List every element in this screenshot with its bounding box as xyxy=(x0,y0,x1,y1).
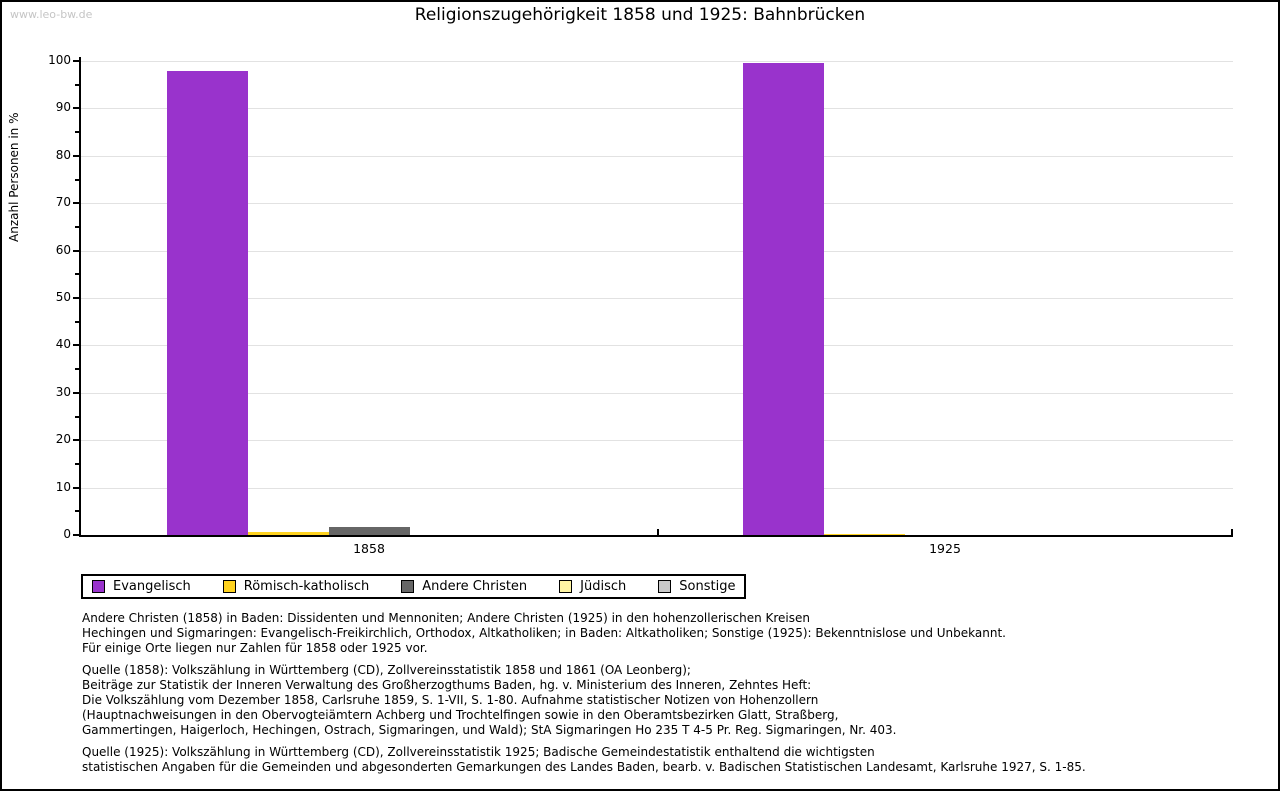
footnote-line: statistischen Angaben für die Gemeinden und abgesonderten Gemarkungen des Landes Baden, bearb. v. Badischen Statistischen Landesamt, Karlsruhe 1927, S. 1-85. xyxy=(82,760,1086,774)
footnotes xyxy=(82,611,1086,782)
gridline xyxy=(81,393,1233,394)
bar-roemisch-katholisch-1925 xyxy=(824,534,905,535)
y-tick-label: 80 xyxy=(55,147,71,162)
footnote-paragraph-3 xyxy=(82,745,1086,775)
legend-label: Andere Christen xyxy=(422,579,528,594)
x-axis-tick xyxy=(657,529,659,535)
gridline xyxy=(81,61,1233,62)
footnote-line: Für einige Orte liegen nur Zahlen für 1858 oder 1925 vor. xyxy=(82,641,428,655)
footnote-line: Quelle (1858): Volkszählung in Württemberg (CD), Zollvereinsstatistik 1858 und 1861 (OA Leonberg); xyxy=(82,663,691,677)
footnote-line: Quelle (1925): Volkszählung in Württemberg (CD), Zollvereinsstatistik 1925; Badische Gemeindestatistik enthaltend die wichtigsten xyxy=(82,745,875,759)
y-tick-label: 90 xyxy=(55,100,71,115)
gridline xyxy=(81,488,1233,489)
y-tick-label: 10 xyxy=(55,479,71,494)
x-axis-tick xyxy=(1231,529,1233,535)
legend xyxy=(81,574,746,599)
watermark: www.leo-bw.de xyxy=(10,8,93,21)
chart-title: Religionszugehörigkeit 1858 und 1925: Bahnbrücken xyxy=(414,5,866,25)
legend-label: Sonstige xyxy=(679,579,736,594)
y-tick-label: 40 xyxy=(55,337,71,352)
y-tick-label: 20 xyxy=(55,432,71,447)
bar-evangelisch-1925 xyxy=(743,63,824,535)
y-tick-label: 100 xyxy=(48,53,71,67)
footnote-paragraph-1 xyxy=(82,611,1086,656)
gridline xyxy=(81,298,1233,299)
footnote-line: Die Volkszählung vom Dezember 1858, Carlsruhe 1859, S. 1-VII, S. 1-80. Aufnahme statistischer Notizen von Hohenzollern xyxy=(82,693,819,707)
y-tick-label: 50 xyxy=(55,290,71,304)
footnote-line: Beiträge zur Statistik der Inneren Verwaltung des Großherzogthums Baden, hg. v. Ministerium des Inneren, Zehntes Heft: xyxy=(82,678,812,692)
y-tick-label: 30 xyxy=(55,384,71,399)
footnote-line: Hechingen und Sigmaringen: Evangelisch-Freikirchlich, Orthodox, Altkatholiken; in Baden: Altkatholiken; Sonstige (1925): Bekenntnislose und Unbekannt. xyxy=(82,626,1006,640)
y-tick-label: 70 xyxy=(55,195,71,210)
x-tick-label-1925: 1925 xyxy=(929,541,961,556)
footnote-paragraph-2 xyxy=(82,663,1086,738)
footnote-line: Andere Christen (1858) in Baden: Dissidenten und Mennoniten; Andere Christen (1925) in den hohenzollerischen Kreisen xyxy=(82,611,810,625)
legend-label: Evangelisch xyxy=(113,579,191,594)
gridline xyxy=(81,251,1233,252)
legend-item-sonstige xyxy=(658,579,735,594)
legend-item-juedisch xyxy=(559,579,626,594)
y-tick-label: 60 xyxy=(55,242,71,257)
gridline xyxy=(81,156,1233,157)
x-axis-line xyxy=(79,535,1233,537)
legend-swatch-andere-christen xyxy=(401,580,414,593)
bar-roemisch-katholisch-1858 xyxy=(248,532,329,535)
footnote-line: Gammertingen, Haigerloch, Hechingen, Ostrach, Sigmaringen, und Wald); StA Sigmaringen Ho 235 T 4-5 Pr. Reg. Sigmaringen, Nr. 403. xyxy=(82,723,897,737)
x-tick-label-1858: 1858 xyxy=(353,541,385,556)
legend-item-roemisch-katholisch xyxy=(223,579,369,594)
legend-label: Römisch-katholisch xyxy=(243,579,370,594)
legend-swatch-juedisch xyxy=(559,580,572,593)
y-tick-label: 0 xyxy=(63,527,71,541)
gridline xyxy=(81,440,1233,441)
legend-swatch-evangelisch xyxy=(92,580,105,593)
legend-swatch-roemisch-katholisch xyxy=(223,580,236,593)
legend-item-evangelisch xyxy=(92,579,191,594)
gridline xyxy=(81,203,1233,204)
gridline xyxy=(81,108,1233,109)
bar-evangelisch-1858 xyxy=(167,71,248,535)
bar-andere-christen-1858 xyxy=(329,527,410,535)
y-axis-title: Anzahl Personen in % xyxy=(7,112,21,243)
legend-swatch-sonstige xyxy=(658,580,671,593)
gridline xyxy=(81,345,1233,346)
footnote-line: (Hauptnachweisungen in den Obervogteiämtern Achberg und Trochtelfingen sowie in den Oberamtsbezirken Glatt, Straßberg, xyxy=(82,708,839,722)
legend-label: Jüdisch xyxy=(580,579,627,594)
y-axis-line xyxy=(79,57,81,537)
legend-item-andere-christen xyxy=(401,579,527,594)
